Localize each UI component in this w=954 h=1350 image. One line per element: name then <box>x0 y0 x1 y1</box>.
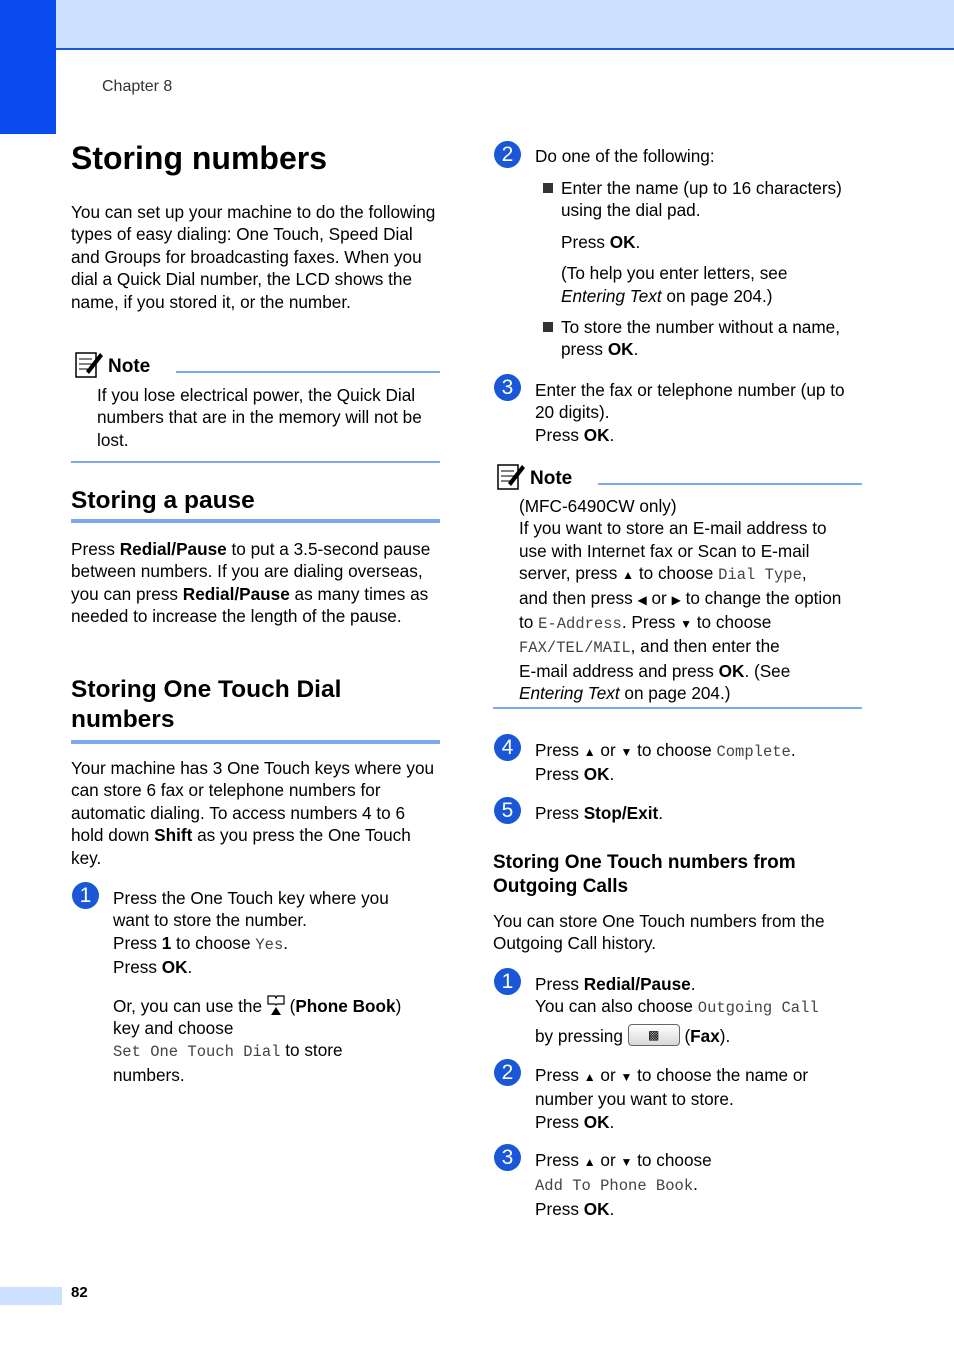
outgoing-paragraph: You can store One Touch numbers from the Outgoing Call history. <box>493 911 825 954</box>
step-number: 2 <box>494 141 521 168</box>
up-arrow-icon: ▲ <box>583 1070 596 1084</box>
step-2-text: Do one of the following: <box>535 146 715 166</box>
note-rule <box>598 483 862 485</box>
down-arrow-icon: ▼ <box>620 1155 633 1169</box>
subsection-heading-outgoing: Storing One Touch numbers from Outgoing Calls <box>493 852 796 897</box>
step-2-option-1: Enter the name (up to 16 characters) using the dial pad. Press OK. (To help you enter letters, see Entering Text on page 204.) <box>561 178 842 306</box>
note-label: Note <box>530 468 573 489</box>
step-number: 5 <box>494 797 521 824</box>
footer-bar <box>0 1287 62 1305</box>
outgoing-step-1-text: Press Redial/Pause. You can also choose Outgoing Call by pressing ▩ (Fax). <box>535 974 819 1046</box>
onetouch-paragraph: Your machine has 3 One Touch keys where you can store 6 fax or telephone numbers for automatic dialing. To access numbers 4 to 6 hold down Shift as you press the One Touch key. <box>71 758 435 868</box>
down-arrow-icon: ▼ <box>680 617 692 632</box>
down-arrow-icon: ▼ <box>620 1070 633 1084</box>
section-rule <box>71 519 440 523</box>
step-4-text: Press ▲ or ▼ to choose Complete. Press OK. <box>535 740 796 785</box>
step-5-text: Press Stop/Exit. <box>535 803 663 823</box>
note-icon <box>74 349 104 384</box>
section-heading-pause: Storing a pause <box>71 487 255 514</box>
fax-key-icon: ▩ <box>628 1024 680 1046</box>
step-number: 3 <box>494 1144 521 1171</box>
step-number: 1 <box>494 968 521 995</box>
note-rule <box>176 371 440 373</box>
note-end-rule <box>493 707 862 709</box>
step-number: 3 <box>494 374 521 401</box>
page-number: 82 <box>71 1284 88 1301</box>
note-text: If you lose electrical power, the Quick Dial numbers that are in the memory will not be lost. <box>97 385 422 450</box>
chapter-tab <box>0 0 56 134</box>
step-number: 1 <box>72 882 99 909</box>
outgoing-step-3-text: Press ▲ or ▼ to choose Add To Phone Book. Press OK. <box>535 1150 712 1219</box>
section-rule <box>71 740 440 744</box>
section-heading-onetouch: Storing One Touch Dial numbers <box>71 676 342 733</box>
up-arrow-icon: ▲ <box>622 568 635 583</box>
step-number: 2 <box>494 1059 521 1086</box>
note-icon <box>496 461 526 496</box>
up-arrow-icon: ▲ <box>583 745 596 759</box>
phone-book-icon <box>267 994 285 1016</box>
header-band <box>56 0 954 50</box>
bullet-icon <box>543 183 553 193</box>
up-arrow-icon: ▲ <box>583 1155 596 1169</box>
down-arrow-icon: ▼ <box>620 745 633 759</box>
outgoing-step-2-text: Press ▲ or ▼ to choose the name or number you want to store. Press OK. <box>535 1065 809 1132</box>
note-label: Note <box>108 356 151 377</box>
step-number: 4 <box>494 734 521 761</box>
step-2-option-2: To store the number without a name, press OK. <box>561 317 840 360</box>
note-2-text: (MFC-6490CW only) If you want to store an E-mail address to use with Internet fax or Scan to E-mail server, press ▲ to choose Dial Type, and then press ◀ or ▶ to change the option to E-Address. Press ▼ to choose FAX/TEL/MAIL, and then enter the E-mail address and press OK. (See Entering Text on page 204.) <box>519 496 842 704</box>
chapter-label: Chapter 8 <box>102 78 173 95</box>
right-arrow-icon: ▶ <box>671 592 681 607</box>
pause-paragraph: Press Redial/Pause to put a 3.5-second pause between numbers. If you are dialing overseas, you can press Redial/Pause as many times as needed to increase the length of the pause. <box>71 539 431 627</box>
step-1-text: Press the One Touch key where you want to store the number. Press 1 to choose Yes. Press OK. Or, you can use the (Phone Book) key and choose Set One Touch Dial to store numbers. <box>113 888 402 1085</box>
step-3-text: Enter the fax or telephone number (up to 20 digits). Press OK. <box>535 380 845 445</box>
page-title: Storing numbers <box>71 140 328 176</box>
bullet-icon <box>543 322 553 332</box>
left-arrow-icon: ◀ <box>637 592 647 607</box>
intro-paragraph: You can set up your machine to do the following types of easy dialing: One Touch, Speed Dial and Groups for broadcasting faxes. When you dial a Quick Dial number, the LCD shows the name, if you stored it, or the number. <box>71 202 436 312</box>
note-end-rule <box>71 461 440 463</box>
